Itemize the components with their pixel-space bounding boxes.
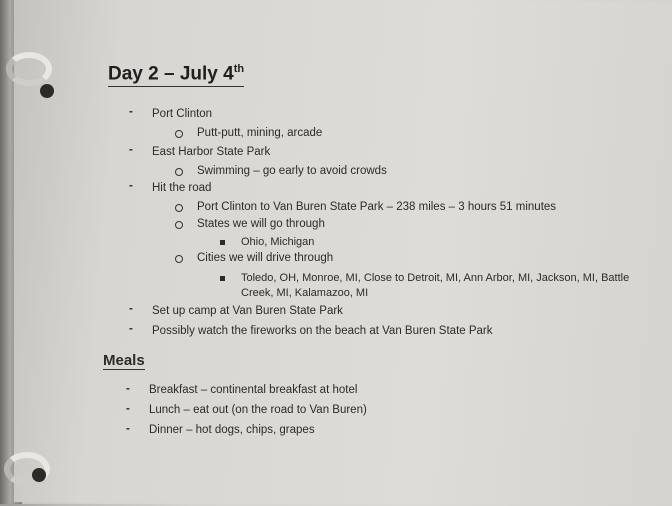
square-bullet-icon — [220, 240, 225, 245]
page-title: Day 2 – July 4th — [108, 63, 244, 87]
outline-item-text: Hit the road — [152, 182, 212, 194]
outline-item-text: Creek, MI, Kalamazoo, MI — [241, 287, 369, 299]
square-bullet-icon — [220, 276, 225, 281]
outline-item-text: East Harbor State Park — [152, 146, 271, 158]
circle-bullet-icon — [175, 255, 183, 263]
dash-bullet-icon: - — [126, 403, 130, 415]
outline-item-text: Port Clinton — [152, 108, 213, 120]
meals-heading: Meals — [103, 352, 145, 369]
circle-bullet-icon — [175, 221, 183, 229]
dash-bullet-icon: - — [126, 423, 130, 435]
outline-item-text: Ohio, Michigan — [241, 236, 315, 248]
dash-bullet-icon: - — [126, 383, 130, 395]
dash-bullet-icon: - — [129, 106, 133, 118]
outline-item-text: Port Clinton to Van Buren State Park – 238 miles – 3 hours 51 minutes — [197, 201, 557, 213]
outline-item-text: Putt-putt, mining, arcade — [197, 127, 323, 139]
outline-item-text: Toledo, OH, Monroe, MI, Close to Detroit, MI, Ann Arbor, MI, Jackson, MI, Battle — [241, 272, 630, 284]
circle-bullet-icon — [175, 168, 183, 176]
dash-bullet-icon: - — [129, 323, 133, 335]
dash-bullet-icon: - — [129, 303, 133, 315]
dash-bullet-icon: - — [129, 144, 133, 156]
dash-bullet-icon: - — [129, 180, 133, 192]
outline-item-text: Possibly watch the fireworks on the beach at Van Buren State Park — [152, 325, 493, 337]
circle-bullet-icon — [175, 204, 183, 212]
meal-item-text: Breakfast – continental breakfast at hotel — [149, 384, 358, 396]
outline-item-text: Cities we will drive through — [197, 252, 334, 264]
meal-item-text: Lunch – eat out (on the road to Van Buren) — [149, 404, 367, 416]
outline-item-text: Set up camp at Van Buren State Park — [152, 305, 343, 317]
outline-item-text: Swimming – go early to avoid crowds — [197, 165, 387, 177]
meal-item-text: Dinner – hot dogs, chips, grapes — [149, 424, 315, 436]
outline-item-text: States we will go through — [197, 218, 325, 230]
circle-bullet-icon — [175, 130, 183, 138]
